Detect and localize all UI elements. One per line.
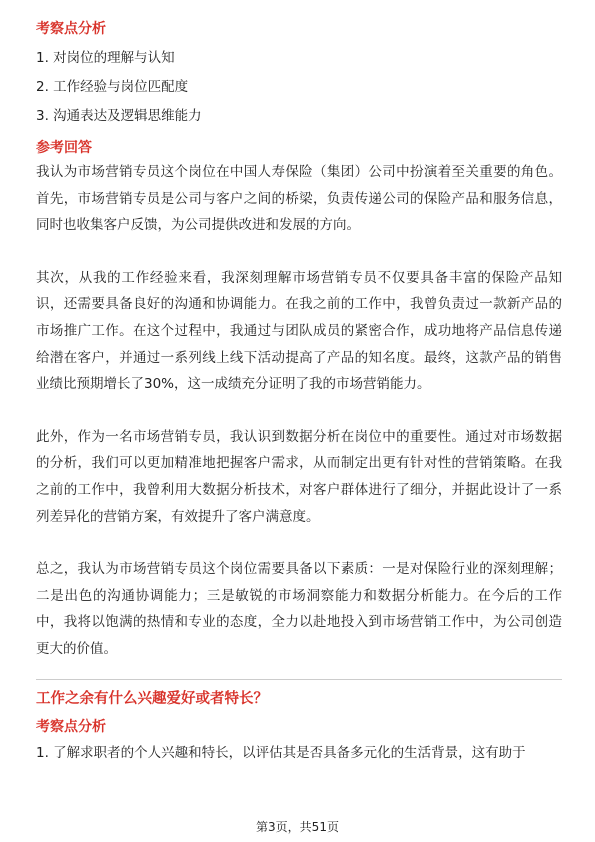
point-item: 2. 工作经验与岗位匹配度 bbox=[36, 79, 189, 95]
page-number: 第3页，共51页 bbox=[256, 820, 339, 834]
question-title: 工作之余有什么兴趣爱好或者特长？ bbox=[36, 690, 268, 707]
points-heading: 考察点分析 bbox=[36, 718, 106, 735]
points-heading: 考察点分析 bbox=[36, 21, 106, 37]
answer-heading: 参考回答 bbox=[36, 140, 92, 156]
answer-paragraph: 我认为市场营销专员这个岗位在中国人寿保险（集团）公司中扮演着至关重要的角色。首先，市场营销专员是公司与客户之间的桥梁，负责传递公司的保险产品和服务信息，同时也收集客户反馈，为公司提供改进和发展的方向。 bbox=[36, 164, 562, 234]
answer-paragraph: 此外，作为一名市场营销专员，我认识到数据分析在岗位中的重要性。通过对市场数据的分析，我们可以更加精准地把握客户需求，从而制定出更有针对性的营销策略。在我之前的工作中，我曾利用大数据分析技术，对客户群体进行了细分，并据此设计了一系列差异化的营销方案，有效提升了客户满意度。 bbox=[36, 428, 562, 525]
point-item: 3. 沟通表达及逻辑思维能力 bbox=[36, 108, 202, 124]
page-content bbox=[36, 18, 562, 771]
answer-paragraph: 其次，从我的工作经验来看，我深刻理解市场营销专员不仅要具备丰富的保险产品知识，还需要具备良好的沟通和协调能力。在我之前的工作中，我曾负责过一款新产品的市场推广工作。在这个过程中，我通过与团队成员的紧密合作，成功地将产品信息传递给潜在客户，并通过一系列线上线下活动提高了产品的知名度。最终，这款产品的销售业绩比预期增长了30%，这一成绩充分证明了我的市场营销能力。 bbox=[36, 269, 562, 393]
point-item: 1. 对岗位的理解与认知 bbox=[36, 50, 175, 66]
point-item: 1. 了解求职者的个人兴趣和特长，以评估其是否具备多元化的生活背景，这有助于 bbox=[36, 744, 526, 761]
section-divider bbox=[36, 679, 562, 680]
answer-paragraph: 总之，我认为市场营销专员这个岗位需要具备以下素质：一是对保险行业的深刻理解；二是出色的沟通协调能力；三是敏锐的市场洞察能力和数据分析能力。在今后的工作中，我将以饱满的热情和专业的态度，全力以赴地投入到市场营销工作中，为公司创造更大的价值。 bbox=[36, 561, 562, 657]
